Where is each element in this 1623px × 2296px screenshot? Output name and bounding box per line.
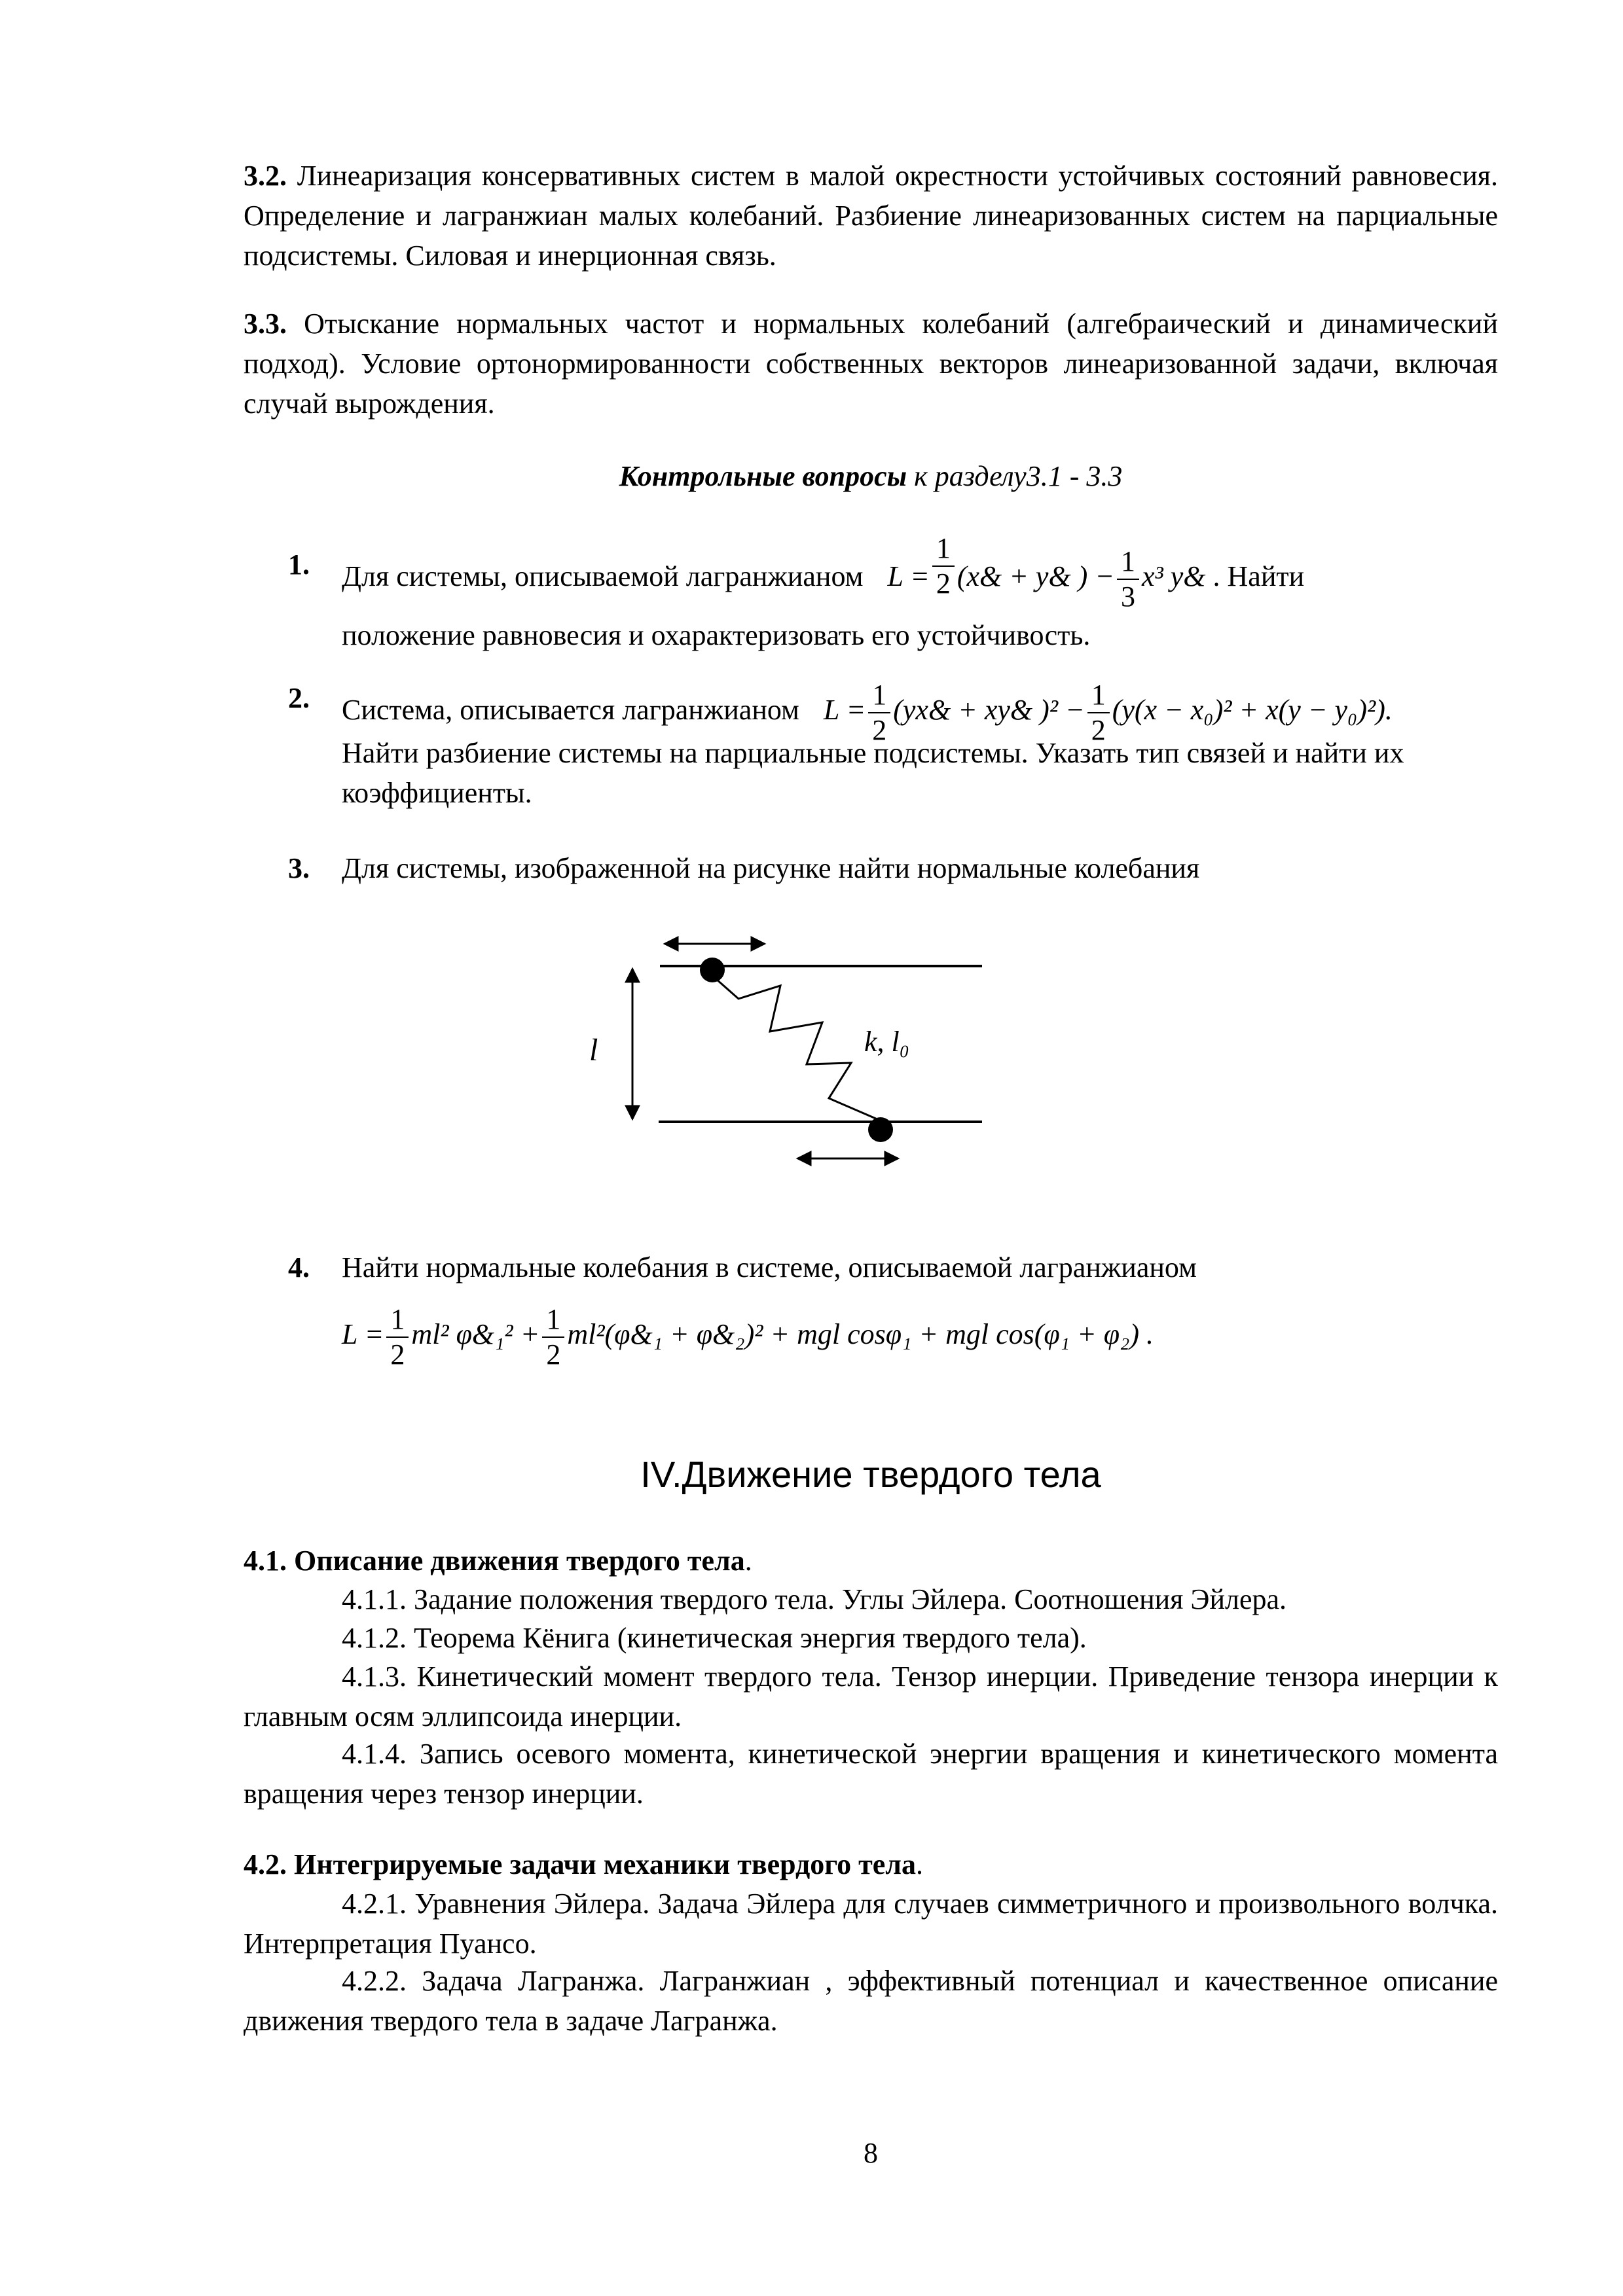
q2-fraction-2-den: 2 (1091, 714, 1106, 746)
question-3-number: 3. (288, 852, 310, 884)
q1-fraction-2-num: 1 (1117, 545, 1139, 580)
subsection-4-1-label: 4.1. (244, 1545, 287, 1577)
paragraph-3-2-text: Линеаризация консервативных систем в малой окрестности устойчивых состояний равновесия. Определение и лагранжиан малых колебаний. Разбиение линеаризованных систем на парциальные подсистемы. Силовая и инерционная связь. (244, 160, 1498, 272)
q4-fraction-2-den: 2 (546, 1338, 561, 1371)
q2-fraction-1-den: 2 (872, 714, 887, 746)
q4-fraction-1-den: 2 (390, 1338, 405, 1371)
bottom-mass (868, 1117, 893, 1142)
question-4-formula (342, 1303, 1154, 1371)
subsection-4-1-dot: . (744, 1545, 752, 1577)
q4-formula-lhs: L = (342, 1318, 384, 1351)
q4-fraction-1-num: 1 (386, 1302, 409, 1338)
item-4-1-1: 4.1.1. Задание положения твердого тела. Углы Эйлера. Соотношения Эйлера. (342, 1583, 1287, 1615)
q2-formula-tail: (y(x − x₀)² + x(y − y₀)²). (1112, 694, 1393, 726)
top-mass (700, 958, 725, 982)
q4-fraction-2-num: 1 (542, 1302, 564, 1338)
item-4-1-4: 4.1.4. Запись осевого момента, кинетической энергии вращения и кинетического момента вращения через тензор инерции. (244, 1738, 1498, 1810)
q2-formula-lhs: L = (823, 694, 866, 726)
subsection-4-1-title: Описание движения твердого тела (287, 1545, 745, 1577)
question-1-text-c: положение равновесия и охарактеризовать его устойчивость. (342, 619, 1091, 651)
label-k-l0: k, l₀ (864, 1026, 910, 1058)
question-2-number: 2. (288, 682, 310, 714)
question-1-line (342, 532, 1501, 614)
control-questions-subtitle: к разделу3.1 - 3.3 (907, 460, 1123, 492)
q1-fraction-1 (932, 531, 955, 601)
q1-fraction-2-den: 3 (1121, 581, 1136, 613)
paragraph-3-3-label: 3.3. (244, 308, 287, 340)
q4-formula-mid: ml² φ&₁² + (411, 1318, 540, 1351)
page-number: 8 (864, 2137, 878, 2169)
q2-formula-mid: (yx& + xy& )² − (893, 694, 1085, 726)
question-3-text: Для системы, изображенной на рисунке найти нормальные колебания (342, 852, 1200, 884)
control-questions-title: Контрольные вопросы (619, 460, 907, 492)
control-questions-heading (244, 456, 1498, 496)
q4-fraction-2 (542, 1302, 564, 1372)
subsection-4-2-label: 4.2. (244, 1848, 287, 1880)
q1-fraction-2 (1117, 545, 1139, 614)
item-4-2-1: 4.2.1. Уравнения Эйлера. Задача Эйлера для случаев симметричного и произвольного волчка. Интерпретация Пуансо. (244, 1888, 1498, 1960)
spring-system-figure (563, 923, 1061, 1211)
question-1-number: 1. (288, 548, 310, 581)
question-2-text-a: Система, описывается лагранжианом (342, 694, 799, 726)
q2-fraction-2-num: 1 (1087, 678, 1110, 713)
q4-formula-tail: ml²(φ&₁ + φ&₂)² + mgl cosφ₁ + mgl cos(φ₁ + φ₂) . (567, 1318, 1154, 1351)
item-4-2-2: 4.2.2. Задача Лагранжа. Лагранжиан , эффективный потенциал и качественное описание движения твердого тела в задаче Лагранжа. (244, 1965, 1498, 2037)
paragraph-3-2-label: 3.2. (244, 160, 287, 192)
section-4-title: IV.Движение твердого тела (640, 1454, 1101, 1495)
subsection-4-1-heading (244, 1541, 1498, 1581)
q1-formula-mid: (x& + y& ) − (957, 560, 1115, 593)
q1-formula-tail: x³ y& (1142, 560, 1206, 593)
question-4-number: 4. (288, 1251, 310, 1283)
q1-fraction-1-num: 1 (932, 531, 955, 567)
paragraph-3-3 (244, 304, 1498, 423)
question-1-formula (887, 532, 1213, 613)
question-4-text: Найти нормальные колебания в системе, описываемой лагранжианом (342, 1251, 1197, 1283)
q4-fraction-1 (386, 1302, 409, 1372)
spring (716, 979, 877, 1119)
paragraph-3-3-text: Отыскание нормальных частот и нормальных колебаний (алгебраический и динамический подход). Условие ортонормированности собственных векторов линеаризованной задачи, включая случай вырождения. (244, 308, 1498, 420)
question-2-formula (823, 679, 1393, 746)
item-4-1-2: 4.1.2. Теорема Кёнига (кинетическая энергия твердого тела). (342, 1622, 1087, 1654)
label-l: l (589, 1033, 598, 1067)
question-2-text-b: Найти разбиение системы на парциальные подсистемы. Указать тип связей и найти их коэффициенты. (342, 737, 1404, 809)
q1-fraction-1-den: 2 (936, 567, 951, 600)
question-4-formula-line (342, 1302, 1501, 1372)
subsection-4-2-dot: . (916, 1848, 923, 1880)
subsection-4-2-heading (244, 1844, 1498, 1884)
subsection-4-2-title: Интегрируемые задачи механики твердого тела (287, 1848, 916, 1880)
q2-fraction-1-num: 1 (868, 678, 890, 713)
q1-formula-lhs: L = (887, 560, 930, 593)
paragraph-3-2 (244, 156, 1498, 276)
question-1-text-a: Для системы, описываемой лагранжианом (342, 560, 864, 593)
item-4-1-3: 4.1.3. Кинетический момент твердого тела. Тензор инерции. Приведение тензора инерции к главным осям эллипсоида инерции. (244, 1660, 1498, 1732)
question-1-text-b: . Найти (1213, 560, 1305, 593)
